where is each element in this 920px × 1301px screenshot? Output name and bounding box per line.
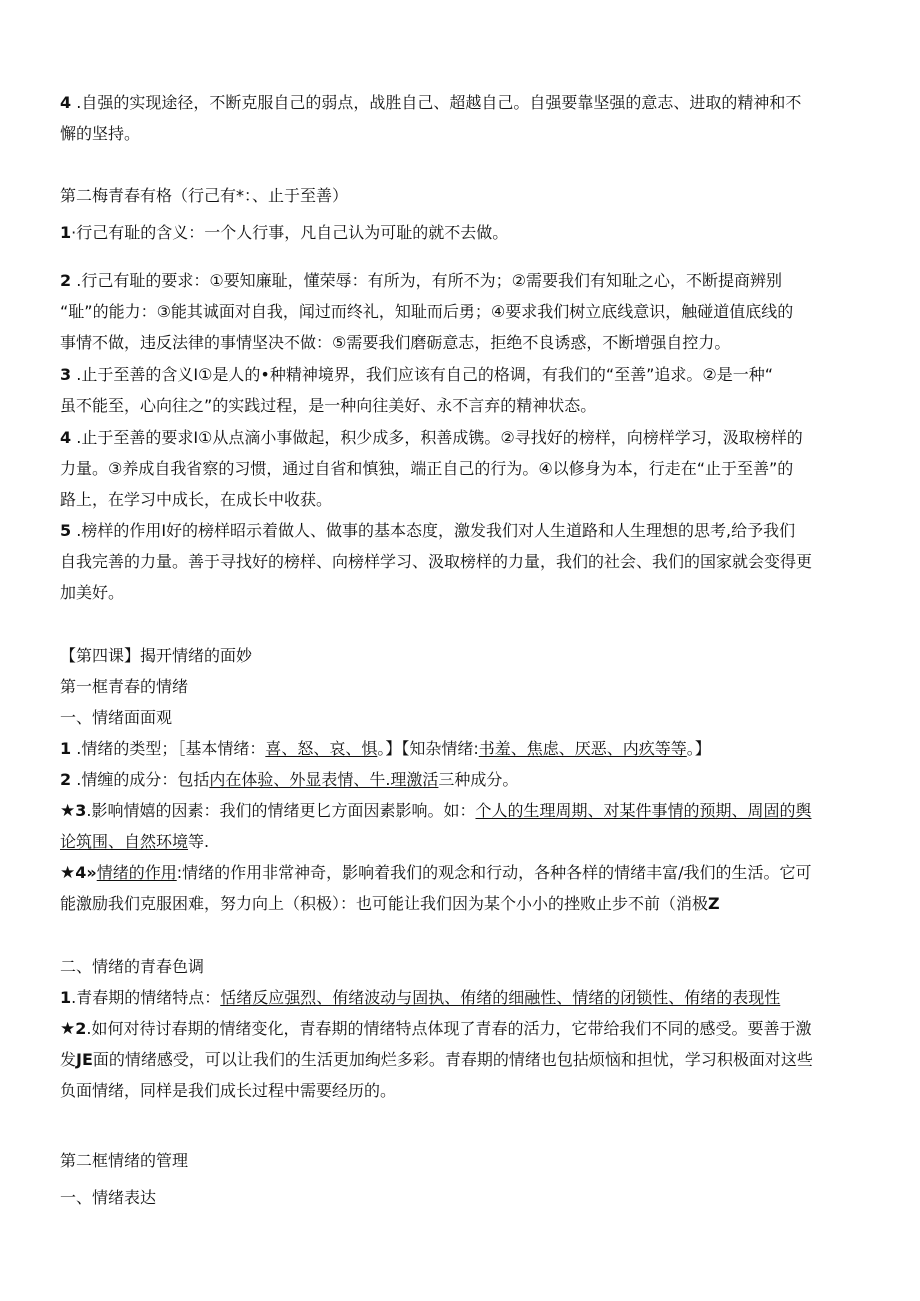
star-icon: ★ <box>60 1019 76 1039</box>
point-1: 1·行己有耻的含义：一个人行事，凡自己认为可耻的就不去做。 <box>60 223 509 242</box>
frame-2-title: 第二框情绪的管理 <box>60 1151 189 1170</box>
star-icon: ★ <box>60 801 76 821</box>
point-2-line2: “耻”的能力：③能其诚面对自我，闻过而终礼，知耻而后勇；④要求我们树立底线意识，触碰道值底线的 <box>60 302 794 321</box>
lesson-title: 【第四课】揭开情绪的面妙 <box>60 646 253 665</box>
emotion-types: 1 .情绪的类型；［基本情绪：喜、怒、哀、惧。】【知杂情绪:书羞、焦虑、厌恶、内疚等等。】 <box>60 739 711 758</box>
adolescent-emotion-traits: 1.青春期的情绪特点：恬绪反应强烈、侑绪波动与固执、侑绪的细融性、情绪的闭锁性、侑绪的表现性 <box>60 988 781 1007</box>
frame-1-title: 第一框青春的情绪 <box>60 677 189 696</box>
emotion-factors-line2: 论筑围、自然环境等. <box>60 832 210 851</box>
emotion-factors-line1: ★3.影响情嬉的因素：我们的情绪更匕方面因素影响。如：个人的生理周期、对某件事情的预期、周固的舆 <box>60 801 812 821</box>
point-3-line2: 虽不能至，心向往之”的实践过程，是一种向往美好、永不言弃的精神状态。 <box>60 396 597 415</box>
point-3-line1: 3 .止于至善的含义I①是人的•种精神境界，我们应该有自己的格调，有我们的“至善”追求。②是一种“ <box>60 365 774 384</box>
point-5-line3: 加美好。 <box>60 583 125 602</box>
para-self-strength-line1: 4 .自强的实现途径，不断克服自己的弱点，战胜自己、超越自己。自强要靠坚强的意志、进取的精神和不 <box>60 93 802 112</box>
para-self-strength-line2: 懈的坚持。 <box>60 124 141 143</box>
section-title: 第二梅青春有格（行己有*：、止于至善） <box>60 186 349 205</box>
emotion-role-line1: ★4»情绪的作用:情绪的作用非常神奇，影响着我们的观念和行动，各种各样的情绪丰富/我们的生活。它可 <box>60 863 812 883</box>
part-1-heading: 一、情绪面面观 <box>60 708 173 727</box>
point-2-line1: 2 .行己有耻的要求：①要知廉耻，懂荣辱：有所为，有所不为；②需要我们有知耻之心，不断提商辨别 <box>60 271 783 290</box>
point-4-line2: 力量。③养成自我省察的习惯，通过自省和慎独，端正自己的行为。④以修身为本，行走在“止于至善”的 <box>60 459 794 478</box>
star-icon: ★ <box>60 863 76 883</box>
point-5-line2: 自我完善的力量。善于寻找好的榜样、向榜样学习、汲取榜样的力量，我们的社会、我们的国家就会变得更 <box>60 552 813 571</box>
point-2-line3: 事情不做，违反法律的事情坚决不做：⑤需要我们磨砺意志，拒绝不良诱惑，不断增强自控力。 <box>60 333 731 352</box>
adolescent-emotion-handling-line2: 发JE面的情绪感受，可以让我们的生活更加绚烂多彩。青春期的情绪也包拈烦恼和担忧，学习积极面对这些 <box>60 1050 813 1069</box>
emotion-components: 2 .情缠的成分：包括内在体验、外显表情、牛.理激活三种成分。 <box>60 770 519 789</box>
adolescent-emotion-handling-line3: 负面情绪，同样是我们成长过程中需要经历的。 <box>60 1081 397 1100</box>
point-4-line1: 4 .止于至善的要求I①从点滴小事做起，积少成多，积善成镌。②寻找好的榜样，向榜样学习，汲取榜样的 <box>60 428 803 447</box>
emotion-role-line2: 能激励我们克服困难，努力向上（积极）：也可能让我们因为某个小小的挫败止步不前（消极Z <box>60 894 720 913</box>
point-4-line3: 路上，在学习中成长，在成长中收获。 <box>60 490 333 509</box>
adolescent-emotion-handling-line1: ★2.如何对待讨春期的情绪变化，青春期的情绪特点体现了青春的活力，它带给我们不同的感受。要善于激 <box>60 1019 812 1039</box>
part-3-heading: 一、情绪表达 <box>60 1188 157 1207</box>
part-2-heading: 二、情绪的青春色调 <box>60 957 205 976</box>
point-5-line1: 5 .榜样的作用I好的榜样昭示着做人、做事的基本态度，激发我们对人生道路和人生理想的思考,给予我们 <box>60 521 796 540</box>
